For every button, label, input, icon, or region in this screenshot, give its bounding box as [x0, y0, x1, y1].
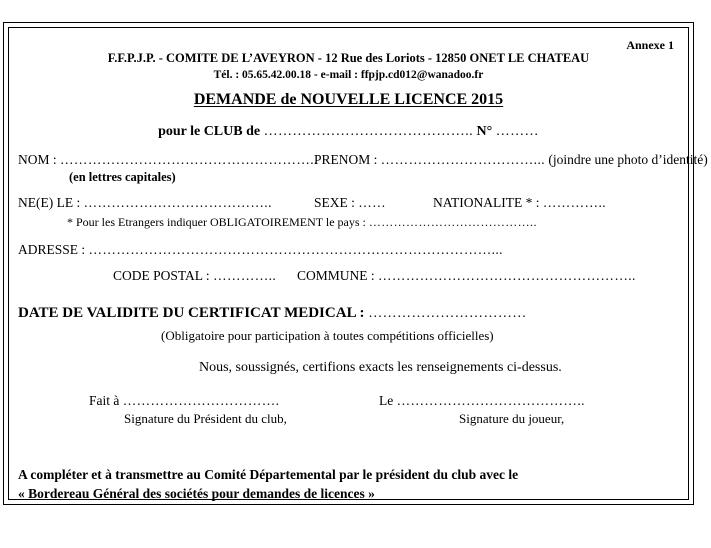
medical-certificate-label: DATE DE VALIDITE DU CERTIFICAT MEDICAL :: [18, 305, 365, 321]
commune-input-line[interactable]: ………………………………………………..: [378, 268, 636, 283]
form-body: [9, 28, 708, 501]
fait-a-input-line[interactable]: …………………………….: [122, 393, 280, 408]
form-inner-border: [8, 27, 708, 501]
club-field-row: [9, 124, 688, 140]
annexe-label: Annexe 1: [626, 38, 674, 52]
code-postal-field-row: [113, 269, 276, 283]
footer-line-2: « Bordereau Général des sociétés pour demandes de licences »: [18, 486, 375, 501]
photo-note: (joindre une photo d’identité): [548, 152, 708, 167]
birthdate-input-line[interactable]: …………………………………..: [83, 195, 272, 210]
club-label: pour le CLUB de: [158, 124, 261, 139]
birthdate-label: NE(E) LE :: [18, 195, 81, 210]
signature-president-label: Signature du Président du club,: [124, 411, 287, 426]
nom-hint: (en lettres capitales): [69, 170, 176, 184]
medical-certificate-row: [18, 306, 527, 322]
document-title-text: DEMANDE de NOUVELLE LICENCE 2015: [193, 91, 504, 108]
medical-certificate-note: (Obligatoire pour participation à toutes compétitions officielles): [161, 328, 494, 343]
contact-header: Tél. : 05.65.42.00.18 - e-mail : ffpjp.cd012@wanadoo.fr: [213, 69, 484, 81]
nom-field-row: [18, 153, 318, 167]
code-postal-label: CODE POSTAL :: [113, 268, 210, 283]
prenom-input-line[interactable]: ……………………………...: [380, 152, 545, 167]
commune-label: COMMUNE :: [297, 268, 375, 283]
footer-line-1: A compléter et à transmettre au Comité Départemental par le président du club avec le: [18, 467, 519, 482]
nom-label: NOM :: [18, 152, 57, 167]
foreigners-note-row: [67, 216, 537, 229]
medical-certificate-input-line[interactable]: ……………………………: [368, 306, 527, 321]
nom-input-line[interactable]: ………………………………………………..: [60, 152, 318, 167]
adresse-field-row: [18, 243, 503, 257]
commune-field-row: [297, 269, 636, 283]
nationalite-field-row: [433, 196, 606, 210]
code-postal-input-line[interactable]: …………..: [213, 268, 277, 283]
club-number-label: N°: [476, 124, 493, 139]
nationalite-input-line[interactable]: …………..: [542, 195, 607, 210]
date-input-line[interactable]: …………………………………..: [396, 393, 585, 408]
date-label: Le: [379, 393, 394, 408]
form-outer-border: [3, 22, 708, 505]
foreigners-country-input-line[interactable]: …………………………………..: [368, 215, 537, 229]
adresse-input-line[interactable]: ……………………………………………………………………………...: [88, 242, 503, 257]
attestation-text: Nous, soussignés, certifions exacts les renseignements ci-dessus.: [199, 360, 562, 375]
birthdate-field-row: [18, 196, 272, 210]
fait-a-field-row: [89, 394, 279, 408]
date-field-row: [379, 394, 585, 408]
sexe-field-row: [314, 196, 386, 210]
signature-player-label: Signature du joueur,: [459, 411, 565, 426]
adresse-label: ADRESSE :: [18, 242, 86, 257]
foreigners-note: * Pour les Etrangers indiquer OBLIGATOIREMENT le pays :: [67, 215, 366, 229]
fait-a-label: Fait à: [89, 393, 120, 408]
sexe-label: SEXE :: [314, 195, 355, 210]
prenom-field-row: [314, 153, 708, 167]
sexe-input-line[interactable]: ……: [358, 195, 387, 210]
prenom-label: PRENOM :: [314, 152, 378, 167]
club-number-input-line[interactable]: ………: [495, 124, 539, 139]
nationalite-label: NATIONALITE * :: [433, 195, 540, 210]
organization-header: F.F.P.J.P. - COMITE DE L’AVEYRON - 12 Rue des Loriots - 12850 ONET LE CHATEAU: [107, 51, 590, 65]
document-title: [9, 91, 688, 109]
club-input-line[interactable]: ……………………………………..: [263, 124, 474, 139]
